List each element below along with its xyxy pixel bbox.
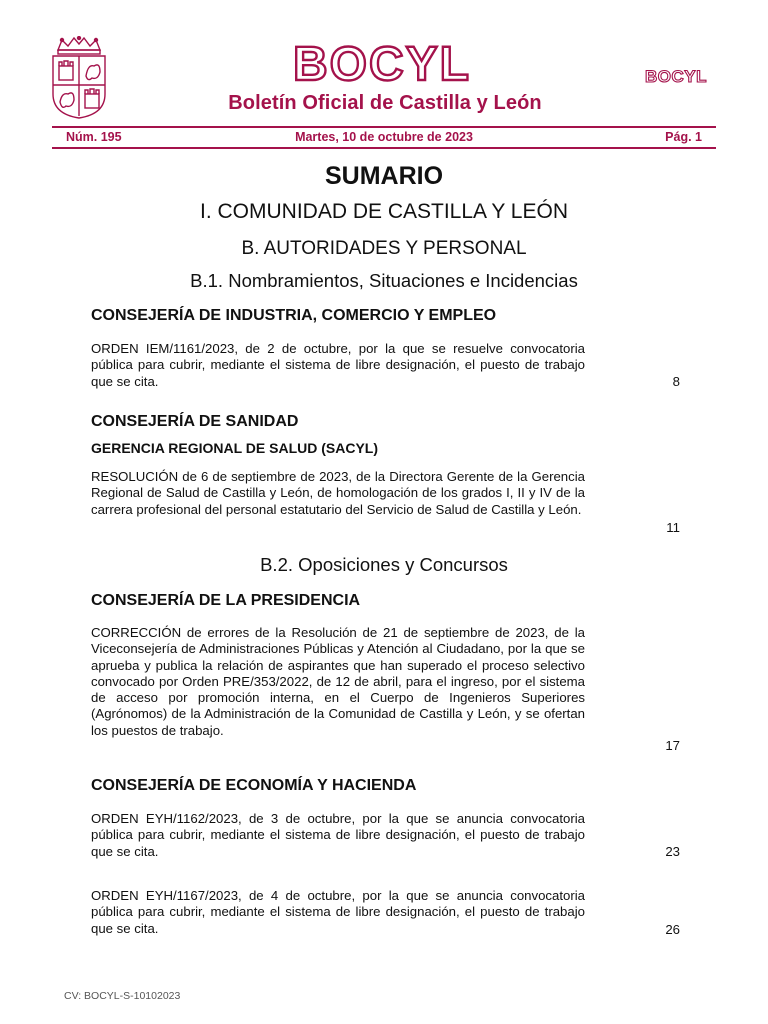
subsection-b1-title: B.1. Nombramientos, Situaciones e Incidencias bbox=[190, 270, 578, 291]
department-heading: CONSEJERÍA DE LA PRESIDENCIA bbox=[91, 592, 361, 609]
department-heading: CONSEJERÍA DE ECONOMÍA Y HACIENDA bbox=[91, 777, 417, 794]
svg-text:BOCYL: BOCYL bbox=[645, 67, 707, 85]
entry-text[interactable]: ORDEN EYH/1167/2023, de 4 de octubre, por la que se anuncia convocatoria pública para cubrir, mediante el sistema de libre designación, el puesto de trabajo que se cita. bbox=[91, 888, 585, 936]
entry-text[interactable]: ORDEN EYH/1162/2023, de 3 de octubre, por la que se anuncia convocatoria pública para cubrir, mediante el sistema de libre designación, el puesto de trabajo que se cita. bbox=[91, 811, 585, 859]
svg-text:BOCYL: BOCYL bbox=[293, 40, 471, 86]
entry-text[interactable]: ORDEN IEM/1161/2023, de 2 de octubre, por la que se resuelve convocatoria pública para cubrir, mediante el sistema de libre designación, el puesto de trabajo que se cita. bbox=[91, 341, 585, 389]
issue-date: Martes, 10 de octubre de 2023 bbox=[295, 130, 473, 144]
entry-page-ref[interactable]: 11 bbox=[666, 520, 680, 535]
publication-title: Boletín Oficial de Castilla y León bbox=[228, 92, 542, 114]
entry-text[interactable]: RESOLUCIÓN de 6 de septiembre de 2023, de la Directora Gerente de la Gerencia Regional de Salud de Castilla y León, de homologación de los grados I, II y IV de la carrera profesional del personal estatutario del Servicio de Salud de Castilla y León. bbox=[91, 469, 585, 517]
subsection-title: B. AUTORIDADES Y PERSONAL bbox=[241, 238, 527, 259]
bocyl-logo bbox=[284, 40, 480, 86]
cv-code: CV: BOCYL-S-10102023 bbox=[64, 990, 181, 1002]
department-heading: CONSEJERÍA DE INDUSTRIA, COMERCIO Y EMPLEO bbox=[91, 307, 497, 324]
entry-text[interactable]: CORRECCIÓN de errores de la Resolución de 21 de septiembre de 2023, de la Viceconsejería de Administraciones Públicas y Atención al Ciudadano, por la que se aprueba y publica la relación de aspirantes que han superado el proceso selectivo convocado por Orden PRE/353/2022, de 12 de abril, para el ingreso, por el sistema de acceso por promoción interna, en el Cuerpo de Ingenieros Superiores (Agrónomos) de la Administración de la Comunidad de Castilla y León, y se ofertan los puestos de trabajo. bbox=[91, 625, 585, 738]
castilla-leon-crest-icon bbox=[48, 36, 110, 120]
department-heading: CONSEJERÍA DE SANIDAD bbox=[91, 413, 299, 430]
subdepartment-heading: GERENCIA REGIONAL DE SALUD (SACYL) bbox=[91, 440, 379, 456]
page-number: Pág. 1 bbox=[665, 130, 702, 144]
section-title: I. COMUNIDAD DE CASTILLA Y LEÓN bbox=[200, 200, 568, 223]
header-bottom-rule bbox=[52, 147, 716, 149]
bocyl-logo-small bbox=[640, 67, 712, 85]
summary-title: SUMARIO bbox=[324, 162, 444, 190]
subsection-b2-title: B.2. Oposiciones y Concursos bbox=[260, 554, 508, 575]
header-top-rule bbox=[52, 126, 716, 128]
entry-page-ref[interactable]: 8 bbox=[672, 374, 680, 389]
entry-page-ref[interactable]: 23 bbox=[665, 844, 680, 859]
entry-page-ref[interactable]: 17 bbox=[665, 738, 680, 753]
entry-page-ref[interactable]: 26 bbox=[665, 922, 680, 937]
issue-number: Núm. 195 bbox=[66, 130, 122, 144]
